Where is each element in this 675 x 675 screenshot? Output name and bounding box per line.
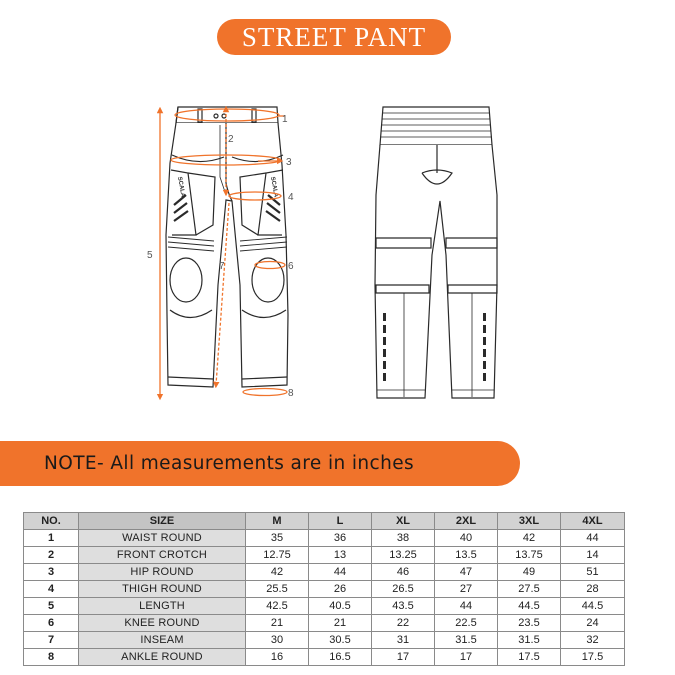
- row-value: 13.75: [498, 547, 561, 564]
- row-value: 13: [309, 547, 372, 564]
- row-value: 32: [561, 632, 625, 649]
- callout-5: 5: [147, 250, 153, 261]
- row-value: 44: [561, 530, 625, 547]
- row-label: LENGTH: [79, 598, 246, 615]
- row-value: 21: [309, 615, 372, 632]
- row-value: 31: [372, 632, 435, 649]
- row-value: 49: [498, 564, 561, 581]
- row-value: 35: [246, 530, 309, 547]
- row-value: 16.5: [309, 649, 372, 666]
- table-row: [24, 615, 625, 632]
- row-value: 51: [561, 564, 625, 581]
- table-row: [24, 632, 625, 649]
- callout-4: 4: [288, 192, 294, 203]
- row-number: 5: [24, 598, 79, 615]
- row-value: 44: [309, 564, 372, 581]
- row-value: 42: [246, 564, 309, 581]
- header-2xl: 2XL: [435, 513, 498, 530]
- row-label: ANKLE ROUND: [79, 649, 246, 666]
- row-value: 47: [435, 564, 498, 581]
- row-value: 26: [309, 581, 372, 598]
- callout-7: 7: [219, 261, 225, 272]
- row-number: 1: [24, 530, 79, 547]
- row-value: 24: [561, 615, 625, 632]
- row-value: 40.5: [309, 598, 372, 615]
- row-value: 43.5: [372, 598, 435, 615]
- row-value: 13.25: [372, 547, 435, 564]
- table-row: [24, 547, 625, 564]
- header-xl: XL: [372, 513, 435, 530]
- row-value: 28: [561, 581, 625, 598]
- row-value: 16: [246, 649, 309, 666]
- note-banner: NOTE- All measurements are in inches: [0, 441, 520, 486]
- brand-text-right: SCALA: [269, 176, 279, 198]
- row-value: 17.5: [561, 649, 625, 666]
- row-number: 2: [24, 547, 79, 564]
- callout-1: 1: [282, 114, 288, 125]
- row-label: INSEAM: [79, 632, 246, 649]
- row-value: 31.5: [435, 632, 498, 649]
- row-value: 46: [372, 564, 435, 581]
- header-4xl: 4XL: [561, 513, 625, 530]
- row-value: 36: [309, 530, 372, 547]
- row-value: 25.5: [246, 581, 309, 598]
- table-header-row: [24, 513, 625, 530]
- row-value: 44.5: [498, 598, 561, 615]
- row-value: 30.5: [309, 632, 372, 649]
- callout-2: 2: [228, 134, 234, 145]
- front-pant-drawing: [166, 107, 288, 387]
- row-label: WAIST ROUND: [79, 530, 246, 547]
- row-value: 42: [498, 530, 561, 547]
- row-value: 38: [372, 530, 435, 547]
- row-value: 22: [372, 615, 435, 632]
- row-value: 17: [435, 649, 498, 666]
- row-number: 3: [24, 564, 79, 581]
- row-label: HIP ROUND: [79, 564, 246, 581]
- table-row: [24, 649, 625, 666]
- row-number: 6: [24, 615, 79, 632]
- callout-3: 3: [286, 157, 292, 168]
- table-row: [24, 564, 625, 581]
- header-no: NO.: [24, 513, 79, 530]
- header-size: SIZE: [79, 513, 246, 530]
- row-value: 17: [372, 649, 435, 666]
- size-chart-table: [23, 512, 625, 666]
- row-number: 4: [24, 581, 79, 598]
- pant-diagrams: [0, 85, 675, 415]
- row-value: 44: [435, 598, 498, 615]
- row-label: FRONT CROTCH: [79, 547, 246, 564]
- row-value: 30: [246, 632, 309, 649]
- row-value: 22.5: [435, 615, 498, 632]
- row-number: 7: [24, 632, 79, 649]
- header-m: M: [246, 513, 309, 530]
- row-value: 31.5: [498, 632, 561, 649]
- header-3xl: 3XL: [498, 513, 561, 530]
- back-pant-drawing: [375, 107, 497, 398]
- callout-6: 6: [288, 261, 294, 272]
- row-value: 42.5: [246, 598, 309, 615]
- row-value: 23.5: [498, 615, 561, 632]
- row-value: 40: [435, 530, 498, 547]
- page-title: STREET PANT: [217, 19, 451, 55]
- brand-text-left: SCALA: [176, 176, 186, 198]
- row-value: 17.5: [498, 649, 561, 666]
- row-value: 14: [561, 547, 625, 564]
- row-value: 13.5: [435, 547, 498, 564]
- table-row: [24, 598, 625, 615]
- table-row: [24, 581, 625, 598]
- row-number: 8: [24, 649, 79, 666]
- header-l: L: [309, 513, 372, 530]
- row-label: THIGH ROUND: [79, 581, 246, 598]
- row-label: KNEE ROUND: [79, 615, 246, 632]
- callout-8: 8: [288, 388, 294, 399]
- row-value: 12.75: [246, 547, 309, 564]
- row-value: 27: [435, 581, 498, 598]
- row-value: 26.5: [372, 581, 435, 598]
- row-value: 27.5: [498, 581, 561, 598]
- row-value: 44.5: [561, 598, 625, 615]
- row-value: 21: [246, 615, 309, 632]
- table-row: [24, 530, 625, 547]
